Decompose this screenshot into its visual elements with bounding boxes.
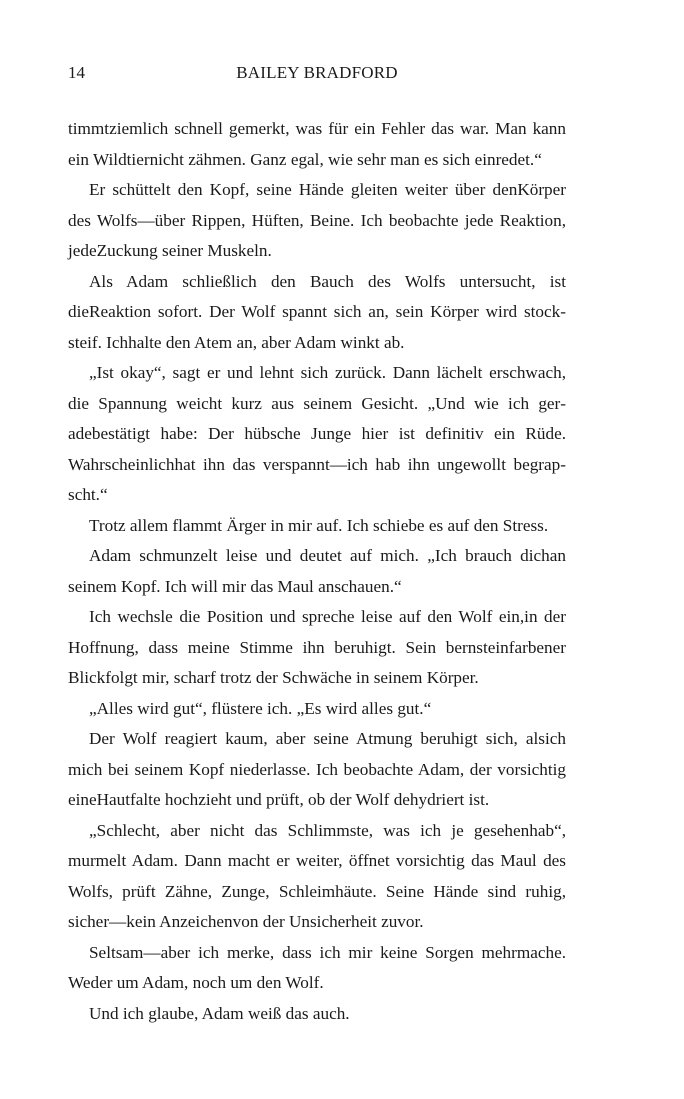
paragraph: Als Adam schließlich den Bauch des Wolfs untersucht, ist dieReaktion sofort. Der Wolf spannt sich an, sein Körper wird stocksteif. Ichhalte den Atem an, aber Adam winkt ab. [68,271,566,352]
paragraph-continued: timmtziemlich schnell gemerkt, was für ein Fehler das war. Man kann ein Wildtiernicht zähmen. Ganz egal, wie sehr man es sich einredet.“ [68,119,566,169]
paragraph: „Ist okay“, sagt er und lehnt sich zurück. Dann lächelt erschwach, die Spannung weicht kurz aus seinem Gesicht. „Und wie ich geradebestätigt habe: Der hübsche Junge hier ist definitiv ein Rüde. Wahrscheinlichhat ihn das verspannt—ich hab ihn ungewollt begrapscht.“ [68,363,566,504]
paragraph: „Schlecht, aber nicht das Schlimmste, was ich je gesehenhab“, murmelt Adam. Dann macht er weiter, öffnet vorsichtig das Maul des Wolfs, prüft Zähne, Zunge, Schleimhäute. Seine Hände sind ruhig, sicher—kein Anzeichenvon der Unsicherheit zuvor. [68,820,566,931]
page-number: 14 [68,63,85,82]
paragraph: „Alles wird gut“, flüstere ich. „Es wird alles gut.“ [89,698,432,718]
running-head [68,62,566,84]
paragraph: Und ich glaube, Adam weiß das auch. [89,1003,350,1023]
paragraph: Er schüttelt den Kopf, seine Hände gleiten weiter über denKörper des Wolfs—über Rippen, Hüften, Beine. Ich beobachte jede Reaktion, jedeZuckung seiner Muskeln. [68,180,566,260]
paragraph: Der Wolf reagiert kaum, aber seine Atmung beruhigt sich, alsich mich bei seinem Kopf niederlasse. Ich beobachte Adam, der vorsichtig eineHautfalte hochzieht und prüft, ob der Wolf dehydriert ist. [68,729,566,809]
running-title: BAILEY BRADFORD [236,63,398,82]
paragraph: Seltsam—aber ich merke, dass ich mir keine Sorgen mehrmache. Weder um Adam, noch um den Wolf. [68,942,566,992]
paragraph: Adam schmunzelt leise und deutet auf mich. „Ich brauch dichan seinem Kopf. Ich will mir das Maul anschauen.“ [68,546,566,596]
paragraph: Trotz allem flammt Ärger in mir auf. Ich schiebe es auf den Stress. [89,515,549,535]
paragraph: Ich wechsle die Position und spreche leise auf den Wolf ein,in der Hoffnung, dass meine Stimme ihn beruhigt. Sein bernsteinfarbener Blickfolgt mir, scharf trotz der Schwäche in seinem Körper. [68,607,566,687]
body-text [68,114,566,1029]
